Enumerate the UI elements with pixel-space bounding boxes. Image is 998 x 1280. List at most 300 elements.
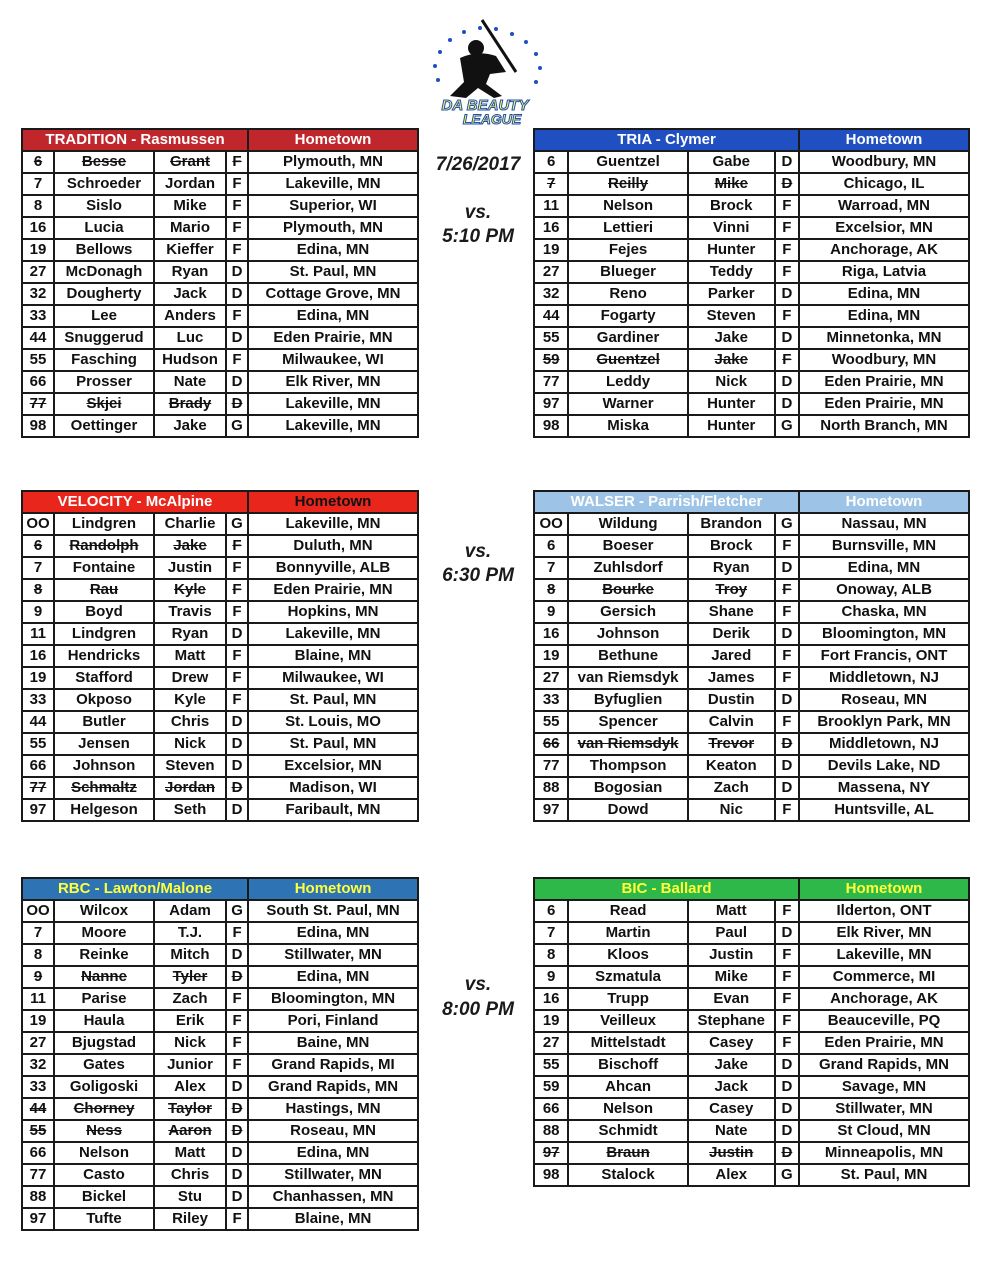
- player-row: [534, 579, 969, 601]
- player-row: [534, 988, 969, 1010]
- jersey-number: 98: [534, 415, 568, 437]
- first-name: Vinni: [688, 217, 775, 239]
- jersey-number: 8: [534, 579, 568, 601]
- first-name: Brady: [154, 393, 226, 415]
- first-name: Grant: [154, 151, 226, 173]
- player-row: [22, 1120, 418, 1142]
- player-row: [534, 151, 969, 173]
- jersey-number: 33: [22, 1076, 54, 1098]
- hometown: Chanhassen, MN: [248, 1186, 418, 1208]
- position: F: [775, 988, 799, 1010]
- jersey-number: 8: [22, 195, 54, 217]
- player-row: [22, 327, 418, 349]
- first-name: Trevor: [688, 733, 775, 755]
- jersey-number: 16: [534, 988, 568, 1010]
- game-date: 7/26/2017: [435, 154, 521, 175]
- last-name: Lindgren: [54, 513, 154, 535]
- position: F: [226, 601, 248, 623]
- first-name: Kieffer: [154, 239, 226, 261]
- last-name: Wilcox: [54, 900, 154, 922]
- position: F: [775, 667, 799, 689]
- jersey-number: 27: [534, 667, 568, 689]
- position: F: [775, 1032, 799, 1054]
- jersey-number: 98: [22, 415, 54, 437]
- last-name: van Riemsdyk: [568, 667, 687, 689]
- first-name: Teddy: [688, 261, 775, 283]
- roster-walser: [533, 490, 970, 822]
- first-name: Hudson: [154, 349, 226, 371]
- first-name: Junior: [154, 1054, 226, 1076]
- first-name: Aaron: [154, 1120, 226, 1142]
- hometown: Commerce, MI: [799, 966, 969, 988]
- first-name: Brandon: [688, 513, 775, 535]
- first-name: Alex: [688, 1164, 775, 1186]
- first-name: Riley: [154, 1208, 226, 1230]
- hometown: Madison, WI: [248, 777, 418, 799]
- player-row: [22, 755, 418, 777]
- team-title: WALSER - Parrish/Fletcher: [534, 491, 799, 513]
- last-name: Zuhlsdorf: [568, 557, 687, 579]
- tria-table: [533, 128, 970, 438]
- position: F: [775, 349, 799, 371]
- jersey-number: 97: [22, 1208, 54, 1230]
- player-row: [534, 755, 969, 777]
- team-header: [22, 878, 418, 900]
- position: D: [226, 1164, 248, 1186]
- last-name: Miska: [568, 415, 687, 437]
- player-row: [534, 944, 969, 966]
- position: F: [775, 579, 799, 601]
- jersey-number: 97: [534, 393, 568, 415]
- position: G: [775, 1164, 799, 1186]
- jersey-number: 8: [534, 944, 568, 966]
- roster-bic: [533, 877, 970, 1187]
- hometown: Edina, MN: [799, 305, 969, 327]
- player-row: [534, 173, 969, 195]
- first-name: Chris: [154, 1164, 226, 1186]
- jersey-number: 19: [534, 239, 568, 261]
- first-name: Calvin: [688, 711, 775, 733]
- player-row: [22, 1032, 418, 1054]
- first-name: Steven: [154, 755, 226, 777]
- last-name: Oettinger: [54, 415, 154, 437]
- position: D: [226, 283, 248, 305]
- position: D: [226, 623, 248, 645]
- last-name: Bellows: [54, 239, 154, 261]
- position: D: [775, 173, 799, 195]
- jersey-number: 97: [22, 799, 54, 821]
- hometown: Lakeville, MN: [248, 623, 418, 645]
- jersey-number: 6: [534, 900, 568, 922]
- position: F: [775, 711, 799, 733]
- first-name: Justin: [154, 557, 226, 579]
- hometown: St. Paul, MN: [248, 261, 418, 283]
- hometown: Edina, MN: [248, 305, 418, 327]
- hometown: South St. Paul, MN: [248, 900, 418, 922]
- jersey-number: 44: [22, 1098, 54, 1120]
- first-name: Mike: [688, 173, 775, 195]
- hometown: Eden Prairie, MN: [799, 371, 969, 393]
- hometown: Plymouth, MN: [248, 217, 418, 239]
- hometown: Savage, MN: [799, 1076, 969, 1098]
- hometown: Edina, MN: [248, 922, 418, 944]
- hometown: Hastings, MN: [248, 1098, 418, 1120]
- first-name: Luc: [154, 327, 226, 349]
- player-row: [22, 900, 418, 922]
- player-row: [22, 944, 418, 966]
- last-name: Lettieri: [568, 217, 687, 239]
- jersey-number: OO: [22, 900, 54, 922]
- hometown: Duluth, MN: [248, 535, 418, 557]
- first-name: Jordan: [154, 777, 226, 799]
- hometown: Massena, NY: [799, 777, 969, 799]
- last-name: Stafford: [54, 667, 154, 689]
- hometown: Milwaukee, WI: [248, 667, 418, 689]
- first-name: Zach: [154, 988, 226, 1010]
- position: D: [775, 1098, 799, 1120]
- first-name: Kyle: [154, 689, 226, 711]
- jersey-number: OO: [22, 513, 54, 535]
- first-name: Hunter: [688, 415, 775, 437]
- last-name: Fejes: [568, 239, 687, 261]
- last-name: Guentzel: [568, 349, 687, 371]
- hometown: North Branch, MN: [799, 415, 969, 437]
- last-name: Lee: [54, 305, 154, 327]
- player-row: [22, 966, 418, 988]
- first-name: Jack: [688, 1076, 775, 1098]
- player-row: [22, 1186, 418, 1208]
- hometown: Cottage Grove, MN: [248, 283, 418, 305]
- last-name: Mittelstadt: [568, 1032, 687, 1054]
- jersey-number: 77: [534, 755, 568, 777]
- position: D: [226, 944, 248, 966]
- last-name: McDonagh: [54, 261, 154, 283]
- velocity-table: [21, 490, 419, 822]
- jersey-number: 7: [22, 557, 54, 579]
- last-name: Rau: [54, 579, 154, 601]
- jersey-number: 77: [22, 777, 54, 799]
- rbc-table: [21, 877, 419, 1231]
- first-name: Justin: [688, 944, 775, 966]
- first-name: Jack: [154, 283, 226, 305]
- last-name: Casto: [54, 1164, 154, 1186]
- last-name: Schmidt: [568, 1120, 687, 1142]
- jersey-number: 19: [22, 239, 54, 261]
- jersey-number: 44: [534, 305, 568, 327]
- position: D: [775, 557, 799, 579]
- player-row: [534, 305, 969, 327]
- hometown: St Cloud, MN: [799, 1120, 969, 1142]
- last-name: Reno: [568, 283, 687, 305]
- position: F: [226, 988, 248, 1010]
- position: D: [775, 1054, 799, 1076]
- hockey-player-icon: [450, 20, 516, 98]
- first-name: Casey: [688, 1032, 775, 1054]
- last-name: Boeser: [568, 535, 687, 557]
- hometown: Superior, WI: [248, 195, 418, 217]
- player-row: [534, 513, 969, 535]
- player-row: [22, 711, 418, 733]
- position: D: [226, 1076, 248, 1098]
- hometown: Bonnyville, ALB: [248, 557, 418, 579]
- position: F: [226, 173, 248, 195]
- game2-vs: vs.: [464, 541, 492, 562]
- last-name: Dowd: [568, 799, 687, 821]
- jersey-number: 77: [22, 1164, 54, 1186]
- position: D: [226, 1186, 248, 1208]
- hometown: St. Louis, MO: [248, 711, 418, 733]
- player-row: [534, 415, 969, 437]
- position: F: [226, 645, 248, 667]
- player-row: [22, 799, 418, 821]
- team-header: [22, 491, 418, 513]
- last-name: Guentzel: [568, 151, 687, 173]
- position: D: [775, 327, 799, 349]
- bic-table: [533, 877, 970, 1187]
- last-name: Reilly: [568, 173, 687, 195]
- player-row: [22, 305, 418, 327]
- position: F: [775, 217, 799, 239]
- first-name: Nate: [154, 371, 226, 393]
- first-name: Mike: [688, 966, 775, 988]
- first-name: Nate: [688, 1120, 775, 1142]
- last-name: Helgeson: [54, 799, 154, 821]
- hometown: Brooklyn Park, MN: [799, 711, 969, 733]
- jersey-number: 88: [534, 777, 568, 799]
- last-name: Nelson: [568, 1098, 687, 1120]
- player-row: [22, 689, 418, 711]
- last-name: Ness: [54, 1120, 154, 1142]
- jersey-number: 7: [534, 922, 568, 944]
- hometown: Blaine, MN: [248, 645, 418, 667]
- hometown-header: Hometown: [799, 491, 969, 513]
- last-name: Bethune: [568, 645, 687, 667]
- hometown: Lakeville, MN: [248, 393, 418, 415]
- position: F: [226, 305, 248, 327]
- player-row: [534, 195, 969, 217]
- player-row: [534, 689, 969, 711]
- position: D: [226, 327, 248, 349]
- position: D: [775, 151, 799, 173]
- position: D: [226, 261, 248, 283]
- first-name: Troy: [688, 579, 775, 601]
- hometown: Huntsville, AL: [799, 799, 969, 821]
- jersey-number: 77: [534, 371, 568, 393]
- first-name: Mitch: [154, 944, 226, 966]
- position: G: [226, 415, 248, 437]
- player-row: [22, 733, 418, 755]
- player-row: [22, 195, 418, 217]
- player-row: [22, 393, 418, 415]
- jersey-number: 19: [22, 1010, 54, 1032]
- jersey-number: 7: [534, 557, 568, 579]
- player-row: [22, 415, 418, 437]
- hometown: Lakeville, MN: [799, 944, 969, 966]
- position: D: [226, 755, 248, 777]
- position: D: [226, 393, 248, 415]
- jersey-number: 7: [22, 922, 54, 944]
- first-name: Kyle: [154, 579, 226, 601]
- jersey-number: 16: [534, 623, 568, 645]
- jersey-number: 66: [22, 755, 54, 777]
- position: F: [226, 1054, 248, 1076]
- last-name: Wildung: [568, 513, 687, 535]
- position: D: [226, 1120, 248, 1142]
- first-name: Casey: [688, 1098, 775, 1120]
- position: G: [226, 513, 248, 535]
- player-row: [534, 217, 969, 239]
- first-name: James: [688, 667, 775, 689]
- first-name: Taylor: [154, 1098, 226, 1120]
- player-row: [534, 535, 969, 557]
- position: D: [775, 777, 799, 799]
- position: D: [226, 711, 248, 733]
- first-name: Brock: [688, 195, 775, 217]
- jersey-number: 7: [534, 173, 568, 195]
- hometown: Grand Rapids, MN: [248, 1076, 418, 1098]
- jersey-number: 59: [534, 1076, 568, 1098]
- jersey-number: 32: [22, 283, 54, 305]
- player-row: [22, 1142, 418, 1164]
- last-name: Butler: [54, 711, 154, 733]
- player-row: [22, 579, 418, 601]
- jersey-number: 19: [22, 667, 54, 689]
- team-title: RBC - Lawton/Malone: [22, 878, 248, 900]
- jersey-number: 8: [22, 579, 54, 601]
- hometown: Chaska, MN: [799, 601, 969, 623]
- first-name: Chris: [154, 711, 226, 733]
- jersey-number: 11: [22, 623, 54, 645]
- player-row: [534, 1142, 969, 1164]
- player-row: [534, 799, 969, 821]
- last-name: Fasching: [54, 349, 154, 371]
- player-row: [534, 1120, 969, 1142]
- hometown: Edina, MN: [248, 966, 418, 988]
- last-name: Goligoski: [54, 1076, 154, 1098]
- hometown: Edina, MN: [799, 283, 969, 305]
- hometown: Ilderton, ONT: [799, 900, 969, 922]
- league-logo: [420, 12, 550, 130]
- last-name: Trupp: [568, 988, 687, 1010]
- player-row: [22, 261, 418, 283]
- hometown: Anchorage, AK: [799, 239, 969, 261]
- hometown: Lakeville, MN: [248, 173, 418, 195]
- roster-rbc: [21, 877, 419, 1231]
- game1-vs: vs.: [464, 202, 492, 223]
- position: D: [775, 623, 799, 645]
- first-name: Nick: [688, 371, 775, 393]
- team-header: [534, 129, 969, 151]
- hometown: Woodbury, MN: [799, 151, 969, 173]
- position: D: [226, 777, 248, 799]
- game1-time: 5:10 PM: [442, 226, 514, 247]
- jersey-number: 9: [534, 601, 568, 623]
- hometown: Baine, MN: [248, 1032, 418, 1054]
- first-name: Brock: [688, 535, 775, 557]
- player-row: [534, 667, 969, 689]
- position: F: [775, 535, 799, 557]
- last-name: Bogosian: [568, 777, 687, 799]
- player-row: [22, 1054, 418, 1076]
- hometown: Devils Lake, ND: [799, 755, 969, 777]
- first-name: Ryan: [154, 623, 226, 645]
- hometown: Stillwater, MN: [248, 944, 418, 966]
- logo-line2: LEAGUE: [462, 111, 522, 127]
- last-name: Bourke: [568, 579, 687, 601]
- hometown-header: Hometown: [248, 129, 418, 151]
- last-name: Boyd: [54, 601, 154, 623]
- last-name: Nanne: [54, 966, 154, 988]
- first-name: Nick: [154, 1032, 226, 1054]
- position: D: [226, 799, 248, 821]
- last-name: Leddy: [568, 371, 687, 393]
- last-name: Okposo: [54, 689, 154, 711]
- last-name: Read: [568, 900, 687, 922]
- jersey-number: 7: [22, 173, 54, 195]
- jersey-number: 97: [534, 1142, 568, 1164]
- hometown: Excelsior, MN: [248, 755, 418, 777]
- jersey-number: 33: [22, 305, 54, 327]
- player-row: [22, 349, 418, 371]
- hometown: Anchorage, AK: [799, 988, 969, 1010]
- position: F: [226, 689, 248, 711]
- hometown: Middletown, NJ: [799, 733, 969, 755]
- hometown: Edina, MN: [799, 557, 969, 579]
- first-name: Hunter: [688, 393, 775, 415]
- first-name: Seth: [154, 799, 226, 821]
- jersey-number: 16: [22, 645, 54, 667]
- last-name: Hendricks: [54, 645, 154, 667]
- hometown: Nassau, MN: [799, 513, 969, 535]
- hometown: Burnsville, MN: [799, 535, 969, 557]
- position: D: [775, 1142, 799, 1164]
- walser-table: [533, 490, 970, 822]
- jersey-number: 32: [534, 283, 568, 305]
- player-row: [534, 733, 969, 755]
- hometown: Grand Rapids, MI: [248, 1054, 418, 1076]
- jersey-number: 55: [534, 711, 568, 733]
- last-name: Gardiner: [568, 327, 687, 349]
- position: G: [775, 415, 799, 437]
- last-name: Bischoff: [568, 1054, 687, 1076]
- last-name: Haula: [54, 1010, 154, 1032]
- hometown: Blaine, MN: [248, 1208, 418, 1230]
- hometown: Warroad, MN: [799, 195, 969, 217]
- first-name: Drew: [154, 667, 226, 689]
- hometown: Lakeville, MN: [248, 513, 418, 535]
- hometown: Faribault, MN: [248, 799, 418, 821]
- tradition-table: [21, 128, 419, 438]
- hometown: Middletown, NJ: [799, 667, 969, 689]
- team-header: [534, 878, 969, 900]
- jersey-number: 97: [534, 799, 568, 821]
- hometown: Chicago, IL: [799, 173, 969, 195]
- hometown: Excelsior, MN: [799, 217, 969, 239]
- jersey-number: 66: [534, 1098, 568, 1120]
- player-row: [22, 535, 418, 557]
- last-name: Parise: [54, 988, 154, 1010]
- hometown: Grand Rapids, MN: [799, 1054, 969, 1076]
- position: D: [775, 1076, 799, 1098]
- last-name: Bickel: [54, 1186, 154, 1208]
- player-row: [534, 349, 969, 371]
- player-row: [22, 239, 418, 261]
- position: G: [226, 900, 248, 922]
- position: F: [775, 966, 799, 988]
- player-row: [22, 217, 418, 239]
- last-name: Thompson: [568, 755, 687, 777]
- position: F: [775, 944, 799, 966]
